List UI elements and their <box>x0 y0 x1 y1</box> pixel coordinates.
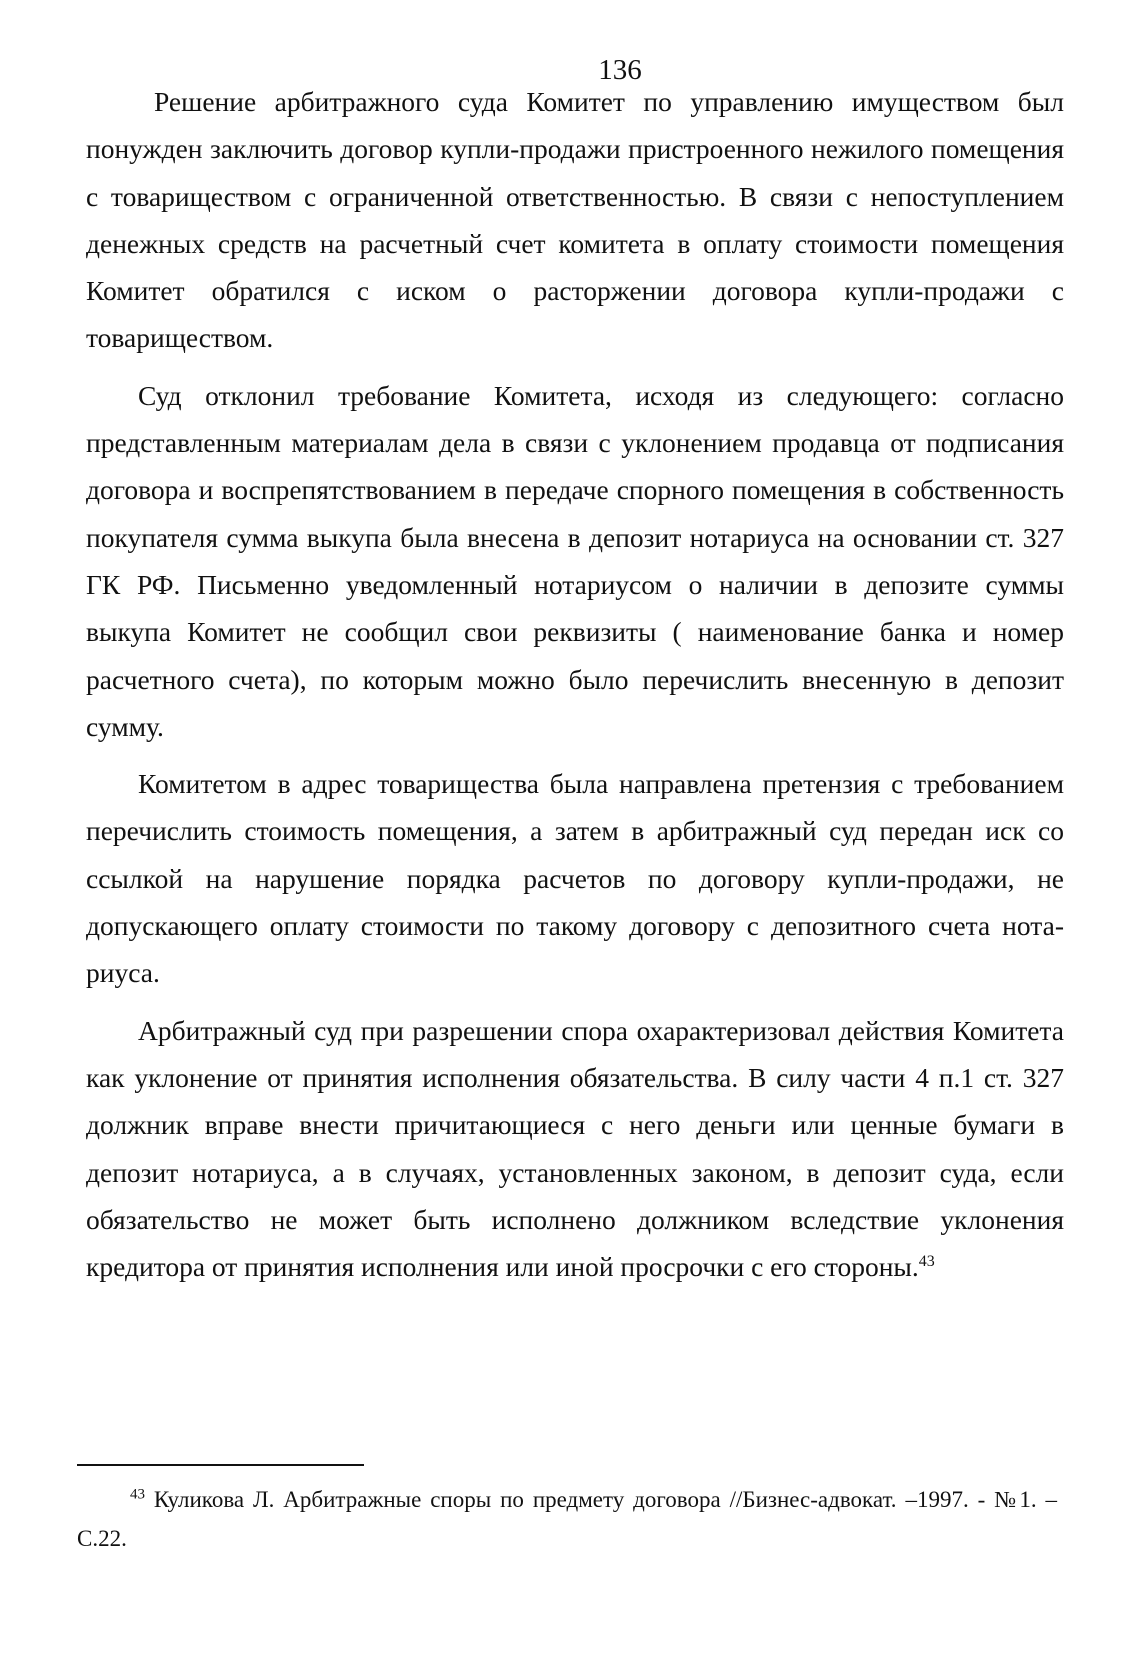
body-text <box>86 78 1064 1300</box>
footnote-reference: 43 <box>918 1252 935 1270</box>
footnote-separator <box>77 1464 364 1466</box>
footnote <box>77 1480 1057 1558</box>
footnote-text: Куликова Л. Арбитражные споры по предмету договора //Бизнес-адвокат. –1997. - №1. –С.22. <box>77 1487 1057 1551</box>
paragraph-claim-rejected: Суд отклонил требование Комитета, исходя из следующего: согласно представленным материалам дела в связи с уклонением продавца от подписания договора и воспрепятствованием в передаче спорного помещения в собственность покупателя сумма выкупа была внесена в депозит нотариуса на основании ст. 327 ГК РФ. Письменно уведомленный нотариусом о наличии в депозите суммы выкупа Комитет не сообщил свои реквизиты ( наименование банка и номер расчетного счета), по которым можно было перечислить внесенную в депозит сумму. <box>86 379 1064 742</box>
page-number: 136 <box>598 54 642 86</box>
paragraph-court-assessment-text: Арбитражный суд при разрешении спора охарактеризовал действия Комитета как уклонение от принятия исполнения обязательства. В силу части 4 п.1 ст. 327 должник вправе внести причитающиеся с него деньги или ценные бумаги в депозит нотариуса, а в случаях, установленных законом, в депозит суда, если обязательство не может быть исполнено должником вследствие уклонения кредитора от принятия исполнения или иной просрочки с его стороны. <box>86 1014 1064 1283</box>
paragraph-court-assessment <box>86 1007 1064 1291</box>
paragraph-court-decision: Решение арбитражного суда Комитет по управлению имуществом был понужден заключить договор купли-продажи пристроенного нежилого помещения с товариществом с ограниченной ответственностью. В связи с непоступлением денежных средств на расчетный счет комитета в оплату стоимости помещения Комитет обратился с иском о расторжении договора купли-продажи с товариществом. <box>86 86 1064 354</box>
paragraph-committee-claim: Комитетом в адрес товарищества была направлена претензия с требованием перечислить стоимость помещения, а затем в арбитражный суд передан иск со ссылкой на нарушение порядка расчетов по договору купли-продажи, не допускающего оплату стоимости по такому договору с депозитного счета нотариуса. <box>86 768 1064 989</box>
footnote-number: 43 <box>130 1486 145 1503</box>
